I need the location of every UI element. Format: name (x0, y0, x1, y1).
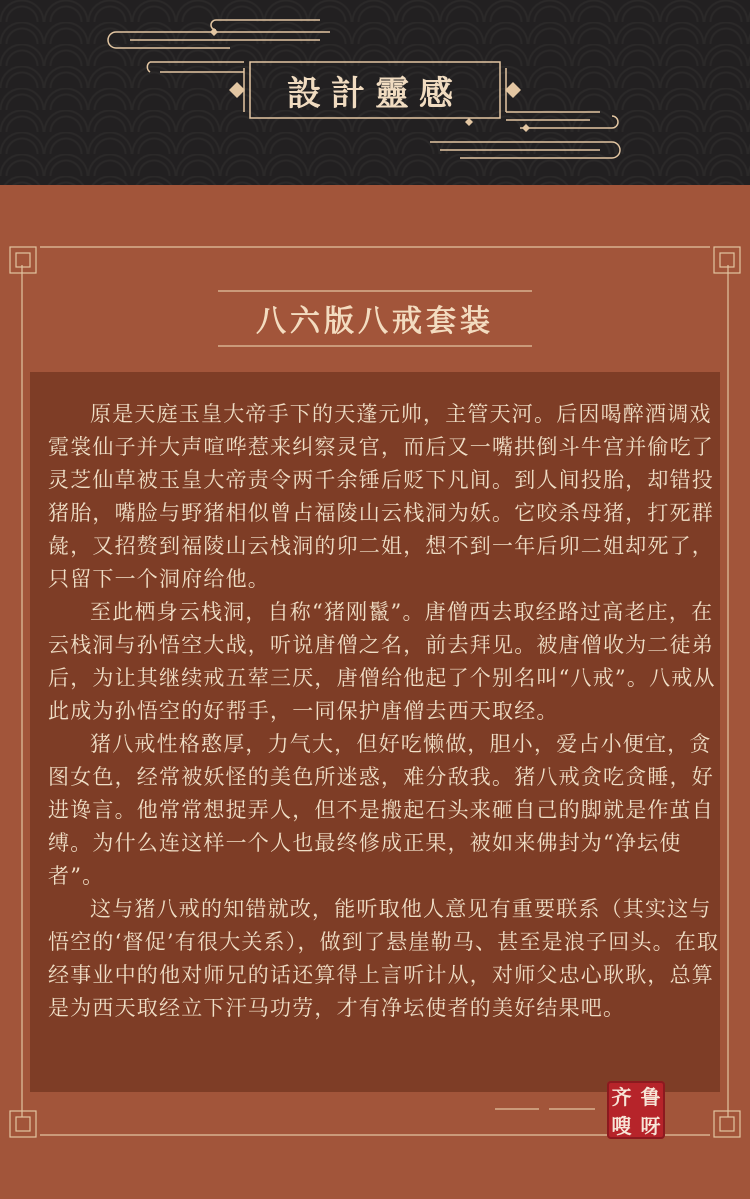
article-paragraph: 猪八戒性格憨厚，力气大，但好吃懒做，胆小，爱占小便宜，贪图女色，经常被妖怪的美色所迷惑，难分敌我。猪八戒贪吃贪睡，好进谗言。他常常想捉弄人，但不是搬起石头来砸自己的脚就是作茧自缚。为什么连这样一个人也最终修成正果，被如来佛封为“净坛使者”。 (48, 732, 714, 888)
article-paragraph: 至此栖身云栈洞，自称“猪刚鬣”。唐僧西去取经路过高老庄，在云栈洞与孙悟空大战，听说唐僧之名，前去拜见。被唐僧收为二徒弟后，为让其继续戒五荤三厌，唐僧给他起了个别名叫“八戒”。八戒从此成为孙悟空的好帮手，一同保护唐僧去西天取经。 (48, 600, 716, 723)
diamond-left-icon (229, 82, 245, 98)
article-paragraph: 这与猪八戒的知错就改，能听取他人意见有重要联系（其实这与悟空的‘督促’有很大关系），做到了悬崖勒马、甚至是浪子回头。在取经事业中的他对师兄的话还算得上言听计从，对师父忠心耿耿，总算是为西天取经立下汗马功劳，才有净坛使者的美好结果吧。 (48, 897, 720, 1020)
seal-stamp (607, 1081, 665, 1139)
page-title: 設計靈感 (287, 73, 463, 114)
header-band (0, 0, 750, 185)
seal-char: 鲁 (640, 1085, 661, 1109)
seal-char: 齐 (611, 1085, 632, 1109)
seal-char: 嗖 (611, 1114, 632, 1138)
seal-char: 呀 (640, 1114, 661, 1138)
diamond-right-icon (505, 82, 521, 98)
article-paragraph: 原是天庭玉皇大帝手下的天蓬元帅，主管天河。后因喝醉酒调戏霓裳仙子并大声喧哗惹来纠察灵官，而后又一嘴拱倒斗牛宫并偷吃了灵芝仙草被玉皇大帝责令两千余锤后贬下凡间。到人间投胎，却错投猪胎，嘴脸与野猪相似曾占福陵山云栈洞为妖。它咬杀母猪，打死群彘，又招赘到福陵山云栈洞的卯二姐，想不到一年后卯二姐却死了，只留下一个洞府给他。 (48, 402, 714, 591)
seal-divider (495, 1108, 595, 1110)
section-title: 八六版八戒套装 (256, 304, 494, 339)
article-body (48, 398, 728, 1025)
